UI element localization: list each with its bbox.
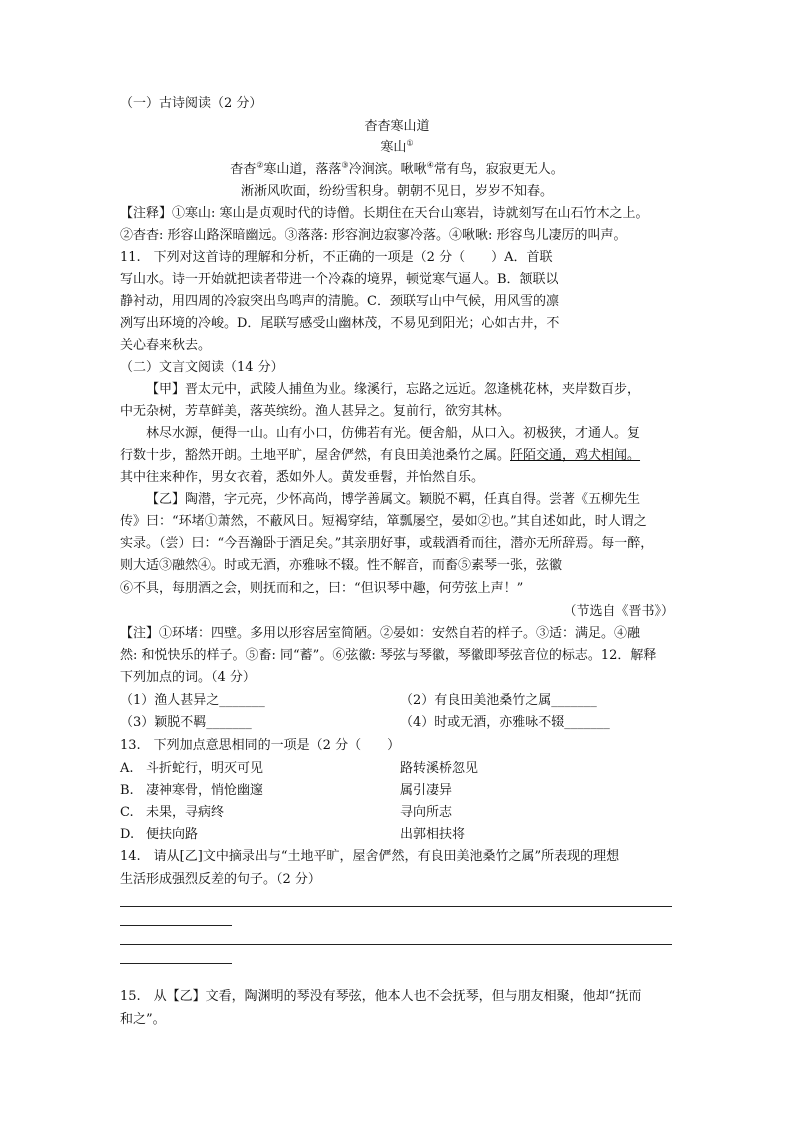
poem-author — [0, 139, 794, 157]
q13-option-left: 斗折蛇行，明灭可见 — [146, 761, 264, 776]
q12-item: （2）有良田美池桑竹之属_______ — [400, 693, 597, 708]
poem-line1-part-c: 冷涧滨。啾啾 — [348, 162, 427, 177]
jia-line: 其中往来种作，男女衣着，悉如外人。黄发垂髫，并怡然自乐。 — [120, 470, 485, 485]
q12-item: （3）颖脱不羁_______ — [120, 715, 252, 730]
answer-line[interactable] — [120, 925, 232, 926]
poem-author-name: 寒山 — [380, 140, 407, 155]
poem-title: 杳杳寒山道 — [364, 119, 430, 134]
answer-line[interactable] — [120, 963, 232, 964]
section1-heading: （一）古诗阅读（2 分） — [120, 96, 263, 111]
source-citation: （节选自《晋书》） — [563, 604, 674, 619]
section2-heading: （二）文言文阅读（14 分） — [120, 360, 284, 375]
q13-option-right: 属引凄异 — [400, 783, 453, 798]
note-mark-4: ④ — [426, 160, 434, 170]
jia-line: 【甲】晋太元中，武陵人捕鱼为业。缘溪行，忘路之远近。忽逢桃花林，夹岸数百步， — [146, 382, 641, 397]
jia-underlined-sentence: 阡陌交通，鸡犬相闻。 — [510, 448, 641, 463]
poem-line1-part-b: 寒山道，落落 — [263, 162, 342, 177]
yi-note-line: 【注】①环堵：四壁。多用以形容居室简陋。②晏如：安然自若的样子。③适：满足。④融 — [120, 626, 641, 641]
note-line-2: ②杳杳: 形容山路深暗幽远。③落落: 形容涧边寂寥冷落。④啾啾: 形容鸟儿凄厉的叫声。 — [120, 228, 627, 243]
yi-line: 则大适③融然④。时或无酒，亦雅咏不辍。性不解音，而畜⑤素琴一张，弦徽 — [120, 558, 563, 573]
q13-option-label: D. — [120, 827, 135, 842]
q13-option-right: 路转溪桥忽见 — [400, 761, 479, 776]
yi-line: 【乙】陶潜，字元亮，少怀高尚，博学善属文。颖脱不羁，任真自得。尝著《五柳先生 — [146, 492, 641, 507]
q13-option-right: 出郭相扶将 — [400, 827, 466, 842]
poem-line-2: 淅淅风吹面，纷纷雪积身。朝朝不见日，岁岁不知春。 — [240, 184, 553, 199]
answer-line[interactable] — [120, 906, 672, 907]
q12-item: （1）渔人甚异之_______ — [120, 693, 265, 708]
poem-line-1 — [0, 161, 794, 179]
yi-note-line: 然: 和悦快乐的样子。⑤畜: 同“蓄”。⑥弦徽: 琴弦与琴徽，琴徽即琴弦音位的标志。12．解释 — [120, 648, 657, 663]
author-note-mark: ① — [406, 138, 414, 148]
q15-line: 15. 从【乙】文看，陶渊明的琴没有琴弦，他本人也不会抚琴，但与朋友相聚，他却“抚而 — [120, 989, 642, 1004]
q13-option-left: 未果，寻病终 — [146, 805, 225, 820]
answer-line[interactable] — [120, 944, 672, 945]
q14-line: 生活形成强烈反差的句子。（2 分） — [120, 872, 321, 887]
jia-line: 林尽水源，便得一山。山有小口，仿佛若有光。便舍船，从口入。初极狭，才通人。复 — [146, 426, 641, 441]
q11-line: 静衬动，用四周的冷寂突出鸟鸣声的清脆。C．颈联写山中气候，用风雪的凛 — [120, 294, 559, 309]
q11-line: 11. 下列对这首诗的理解和分析，不正确的一项是（2 分（ ）A．首联 — [120, 250, 553, 265]
yi-line: ⑥不具，每朋酒之会，则抚而和之，曰：“但识琴中趣，何劳弦上声！” — [120, 581, 524, 596]
q15-line: 和之”。 — [120, 1012, 166, 1027]
q12-stem: 下列加点的词。（4 分） — [120, 670, 256, 685]
yi-line: 传》曰：“环堵①萧然，不蔽风日。短褐穿结，箪瓢屡空，晏如②也。”其自述如此，时人谓之 — [120, 514, 647, 529]
jia-line — [120, 447, 640, 465]
jia-line-text: 行数十步，豁然开朗。土地平旷，屋舍俨然，有良田美池桑竹之属。 — [120, 448, 511, 463]
q13-option-left: 便扶向路 — [146, 827, 199, 842]
q11-line: 冽写出环境的冷峻。D．尾联写感受山幽林茂，不易见到阳光；心如古井，不 — [120, 316, 560, 331]
q14-line: 14. 请从[乙]文中摘录出与“土地平旷，屋舍俨然，有良田美池桑竹之属”所表现的理想 — [120, 849, 620, 864]
poem-line1-part-d: 常有鸟，寂寂更无人。 — [433, 162, 564, 177]
q12-item: （4）时或无酒，亦雅咏不辍_______ — [400, 715, 610, 730]
note-mark-3: ③ — [341, 160, 349, 170]
q13-option-label: B. — [120, 783, 134, 798]
yi-line: 实录。（尝）曰：“今吾瀚卧于酒足矣。”其亲朋好事，或载酒肴而往，潜亦无所辞焉。每一醉， — [120, 536, 654, 551]
q13-option-right: 寻向所志 — [400, 805, 453, 820]
q11-line: 写山水。诗一开始就把读者带进一个冷森的境界，顿觉寒气逼人。B．颔联以 — [120, 272, 559, 287]
q11-line: 关心春来秋去。 — [120, 338, 212, 353]
poem-line1-part-a: 杳杳 — [230, 162, 257, 177]
note-line-1: 【注释】①寒山: 寒山是贞观时代的诗僧。长期住在天台山寒岩，诗就刻写在山石竹木之上。 — [120, 206, 649, 221]
note-mark-2: ② — [256, 160, 264, 170]
q13-stem: 13. 下列加点意思相同的一项是（2 分（ ） — [120, 738, 401, 753]
jia-line: 中无杂树，芳草鲜美，落英缤纷。渔人甚异之。复前行，欲穷其林。 — [120, 404, 511, 419]
q13-option-left: 凄神寒骨，悄怆幽邃 — [146, 783, 264, 798]
q13-option-label: C. — [120, 805, 134, 820]
q13-option-label: A. — [120, 761, 134, 776]
